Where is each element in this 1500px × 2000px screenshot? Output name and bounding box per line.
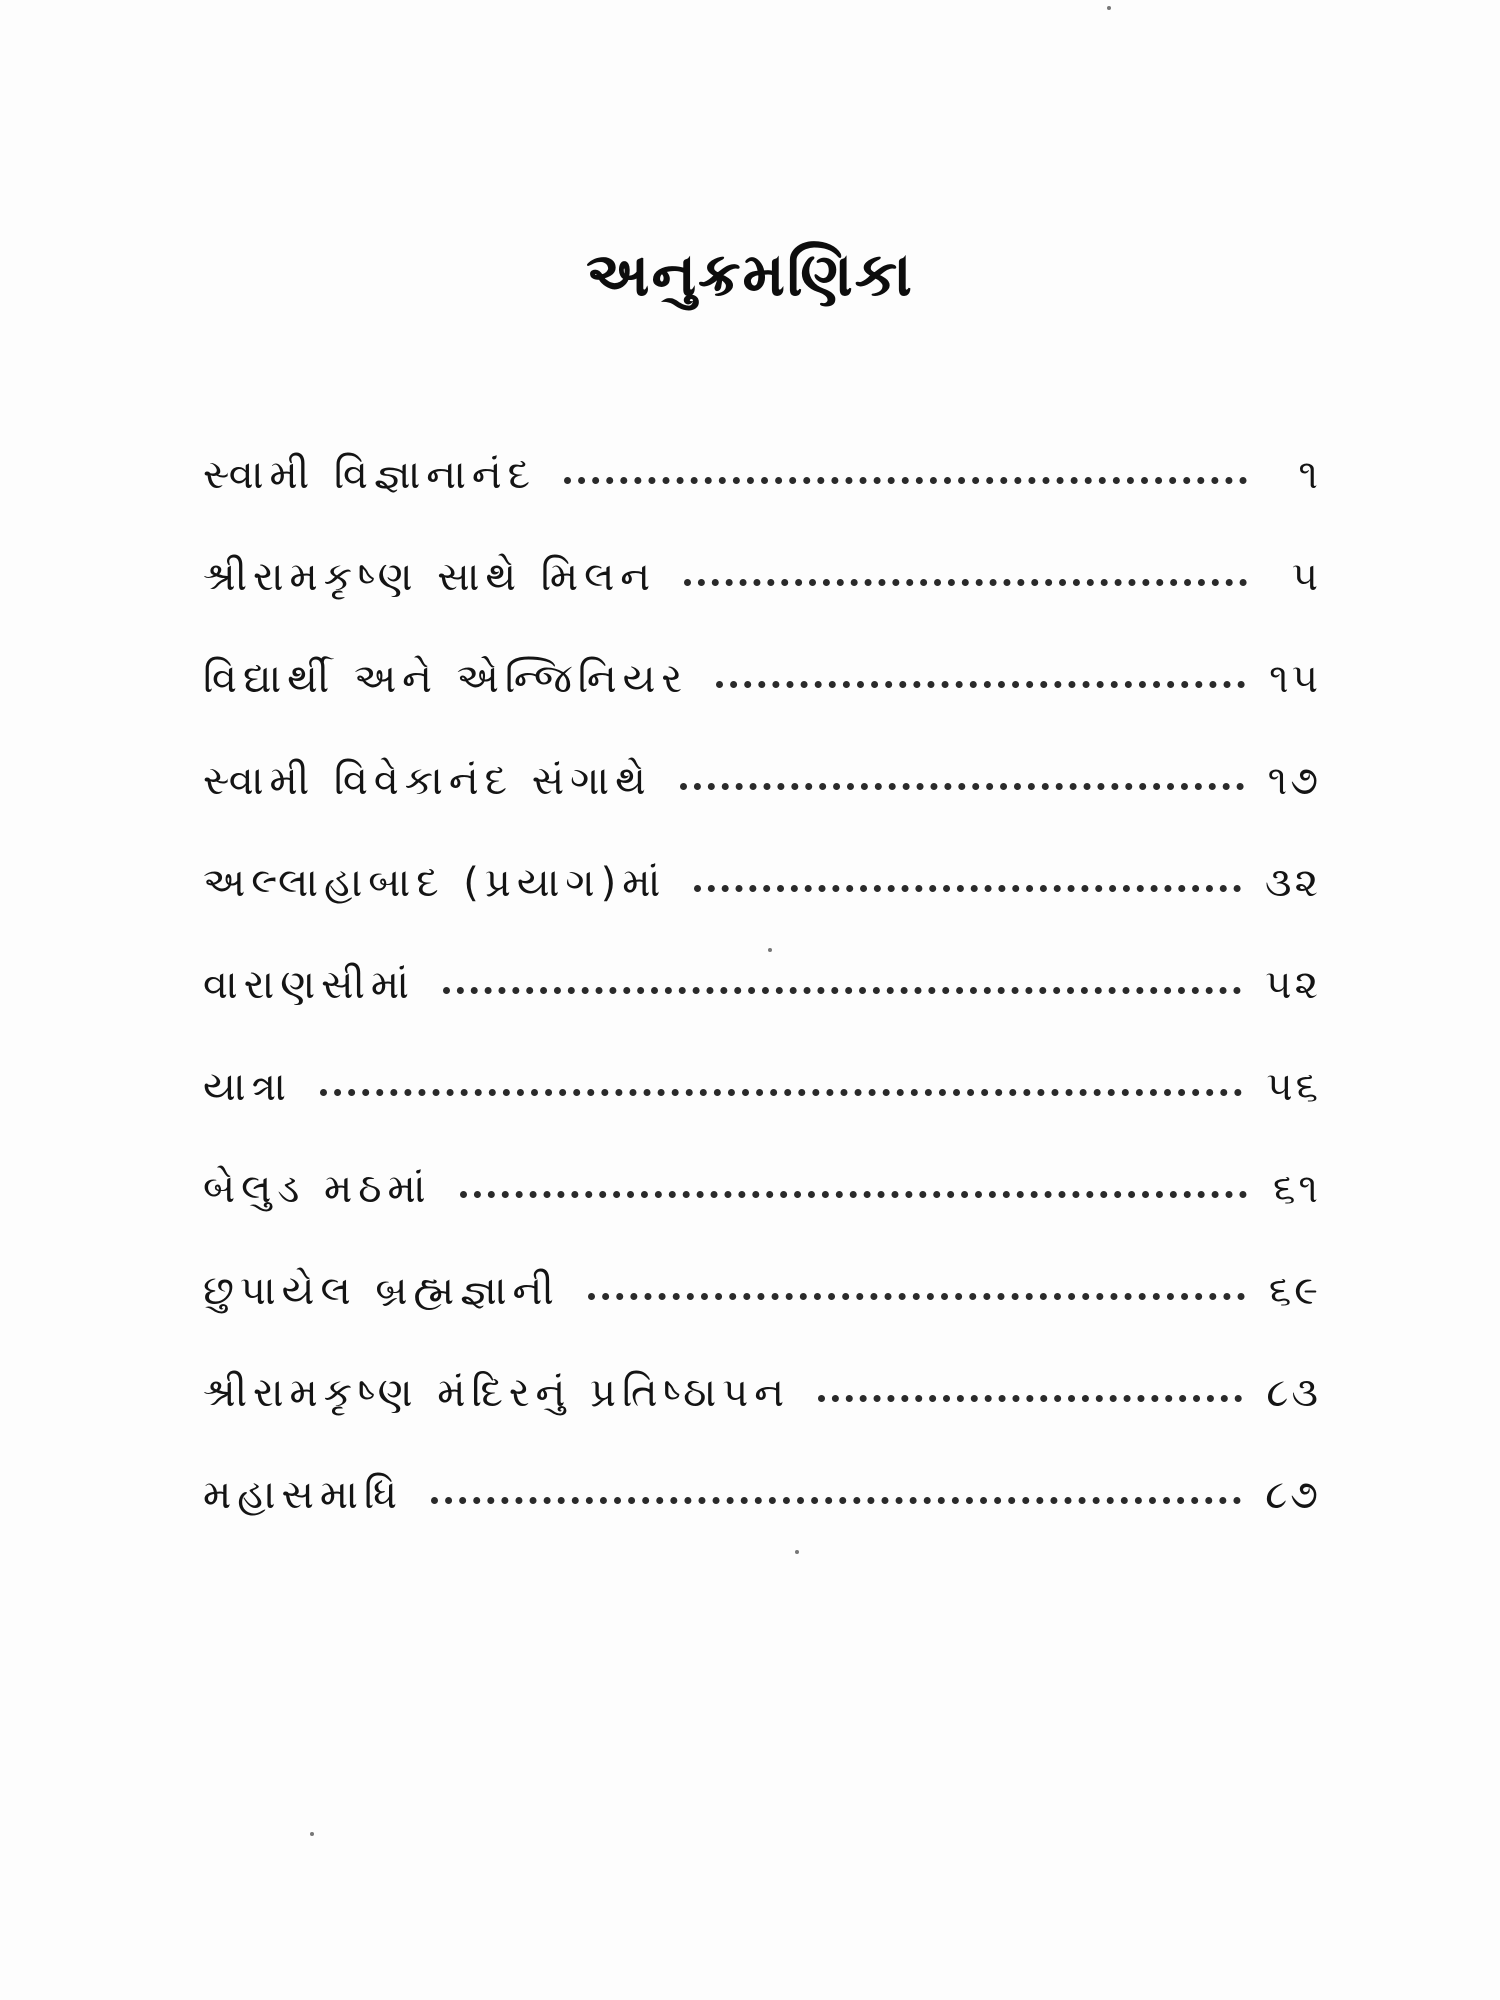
toc-entry-page: ૧૭	[1267, 758, 1321, 804]
dot-leader	[588, 1293, 1245, 1300]
toc-entry-page: ૬૯	[1268, 1268, 1321, 1314]
dot-leader	[320, 1089, 1242, 1096]
toc-entry-title: શ્રીરામકૃષ્ણ સાથે મિલન	[203, 554, 657, 600]
dot-leader	[564, 477, 1247, 484]
dot-leader	[694, 885, 1241, 892]
page-title: અનુક્રમણિકા	[586, 240, 914, 311]
toc-entry	[203, 1268, 1321, 1370]
toc-entry-page: ૧૫	[1269, 656, 1321, 702]
dot-leader	[684, 579, 1247, 586]
toc-entry	[203, 452, 1321, 554]
dot-leader	[443, 987, 1241, 994]
toc-entry	[203, 1166, 1321, 1268]
toc-entry-title: છુપાયેલ બ્રહ્મજ્ઞાની	[203, 1268, 560, 1314]
toc-entry	[203, 962, 1321, 1064]
paper-speck	[795, 1550, 799, 1554]
dot-leader	[716, 681, 1245, 688]
paper-speck	[310, 1832, 314, 1836]
dot-leader	[818, 1395, 1242, 1402]
toc-entry-page: ૩૨	[1264, 860, 1321, 906]
toc-entry-page: ૫૨	[1265, 962, 1321, 1008]
toc-entry-page: ૬૧	[1273, 1166, 1321, 1212]
toc-entry	[203, 860, 1321, 962]
toc-entry	[203, 1472, 1321, 1574]
toc-entry-title: વારાણસીમાં	[203, 962, 415, 1008]
toc-entry-title: સ્વામી વિવેકાનંદ સંગાથે	[203, 758, 652, 804]
dot-leader	[431, 1497, 1241, 1504]
toc-entry-title: બેલુડ મઠમાં	[203, 1166, 432, 1212]
toc-entry-page: ૫	[1291, 554, 1321, 600]
toc-entry-title: વિદ્યાર્થી અને એન્જિનિયર	[203, 656, 689, 702]
toc-entry-title: અલ્લાહાબાદ (પ્રયાગ)માં	[203, 860, 667, 906]
toc-entry-title: સ્વામી વિજ્ઞાનાનંદ	[203, 452, 537, 498]
toc-entry	[203, 554, 1321, 656]
dot-leader	[460, 1191, 1247, 1198]
toc-entry-page: ૧	[1298, 452, 1321, 498]
toc-entry	[203, 1370, 1321, 1472]
paper-speck	[1107, 6, 1111, 10]
toc-entry-page: ૮૩	[1266, 1370, 1321, 1416]
toc-entry-title: શ્રીરામકૃષ્ણ મંદિરનું પ્રતિષ્ઠાપન	[203, 1370, 790, 1416]
toc-entry-page: ૮૭	[1265, 1472, 1321, 1518]
toc-entry-page: ૫૬	[1266, 1064, 1321, 1110]
toc-entry-title: મહાસમાધિ	[203, 1472, 403, 1518]
table-of-contents	[203, 452, 1321, 1574]
dot-leader	[680, 783, 1244, 790]
toc-entry-title: યાત્રા	[203, 1064, 292, 1110]
toc-entry	[203, 758, 1321, 860]
toc-entry	[203, 1064, 1321, 1166]
paper-speck	[768, 948, 772, 952]
toc-entry	[203, 656, 1321, 758]
